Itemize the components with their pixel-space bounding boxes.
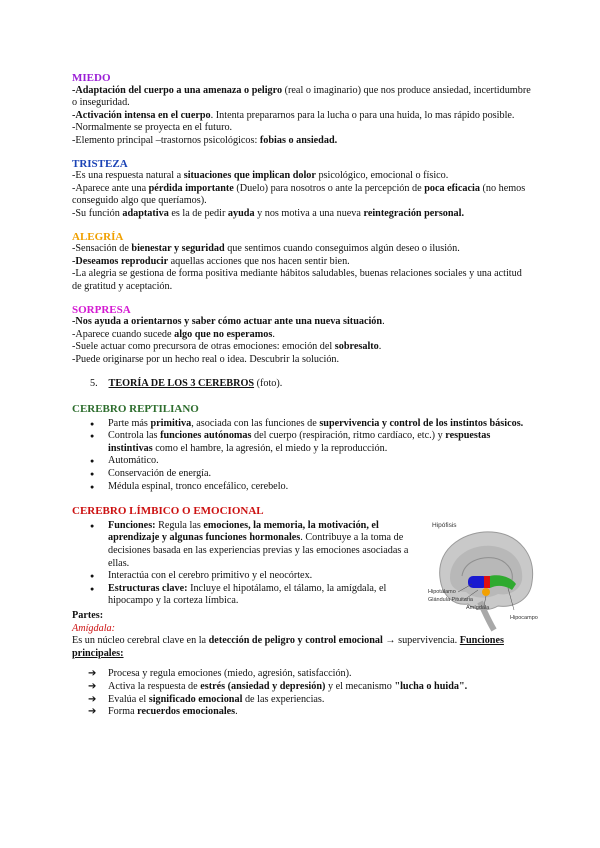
label-amigdala: Amígdala [466, 604, 490, 611]
amigdala-description: Es un núcleo cerebral clave en la detección de peligro y control emocional → supervivencia. Funciones principales: [72, 635, 504, 659]
list-item: ● Controla las funciones autónomas del cuerpo (respiración, ritmo cardíaco, etc.) y respuestas instintivas como el hambre, la agresión, el miedo y la reproducción. [108, 430, 532, 455]
heading-alegria: ALEGRÍA [72, 230, 124, 243]
alegria-line-1: -Sensación de bienestar y seguridad que sentimos cuando conseguimos algún deseo o ilusión. [72, 243, 460, 255]
list-item: ● Conservación de energía. [108, 468, 532, 481]
sorpresa-line-2: -Aparece cuando sucede algo que no esperamos. [72, 328, 275, 340]
miedo-line-1: -Adaptación del cuerpo a una amenaza o peligro (real o imaginario) que nos produce ansiedad, incertidumbre o inseguridad. [72, 84, 531, 109]
alegria-line-3: -La alegria se gestiona de forma positiva mediante hábitos saludables, buenas relaciones sociales y una actitud de gratitud y aceptación. [72, 268, 522, 292]
miedo-line-4: -Elemento principal –trastornos psicológicos: fobias o ansiedad. [72, 134, 338, 146]
sorpresa-line-4: -Puede originarse por un hecho real o idea. Descubrir la solución. [72, 353, 340, 365]
label-glandula-pituitaria: Glándula Pituitaria [428, 596, 473, 603]
section-teoria: 5. TEORÍA DE LOS 3 CEREBROS (foto). [90, 378, 283, 390]
partes-label: Partes: [72, 609, 104, 621]
limbico-list [72, 520, 420, 608]
amigdala-heading: Amígdala: [72, 622, 116, 634]
miedo-line-3: -Normalmente se proyecta en el futuro. [72, 122, 233, 134]
tristeza-line-2: -Aparece ante una pérdida importante (Duelo) para nosotros o ante la percepción de poca eficacia (no hemos conseguido algo que queríamos). [72, 182, 526, 207]
tristeza-line-1: -Es una respuesta natural a situaciones que implican dolor psicológico, emocional o físico. [72, 170, 449, 182]
list-item: ➔ Forma recuerdos emocionales. [108, 706, 532, 719]
label-hipocampo: Hipocampo [510, 614, 538, 621]
section-title: TEORÍA DE LOS 3 CEREBROS [108, 378, 255, 390]
label-hipofisis: Hipófisis [432, 521, 457, 529]
heading-limbico: CEREBRO LÍMBICO O EMOCIONAL [72, 505, 264, 518]
miedo-line-2: -Activación intensa en el cuerpo. Intenta prepararnos para la lucha o para una huida, lo mas rápido posible. [72, 109, 515, 121]
list-item: ● Automático. [108, 455, 532, 468]
heading-tristeza: TRISTEZA [72, 157, 128, 170]
list-item: ● Médula espinal, tronco encefálico, cerebelo. [108, 481, 532, 494]
list-item: ● Funciones: Regula las emociones, la memoria, la motivación, el aprendizaje y algunas funciones hormonales. Contribuye a la toma de decisiones basada en las experiencias previas y las emociones asociadas a ellas. [108, 520, 420, 570]
list-item: ● Interactúa con el cerebro primitivo y el neocórtex. [108, 570, 420, 583]
brain-figure [428, 516, 540, 634]
list-item: ● Parte más primitiva, asociada con las funciones de supervivencia y control de los instintos básicos. [108, 418, 532, 431]
heading-miedo: MIEDO [72, 72, 111, 84]
amigdala-functions-list [72, 668, 532, 718]
list-item: ● Estructuras clave: Incluye el hipotálamo, el tálamo, la amígdala, el hipocampo y la corteza límbica. [108, 583, 420, 608]
sorpresa-line-1: -Nos ayuda a orientarnos y saber cómo actuar ante una nueva situación. [72, 316, 385, 328]
list-item: ➔ Procesa y regula emociones (miedo, agresión, satisfacción). [108, 668, 532, 681]
sorpresa-line-3: -Suele actuar como precursora de otras emociones: emoción del sobresalto. [72, 341, 382, 353]
list-item: ➔ Activa la respuesta de estrés (ansiedad y depresión) y el mecanismo "lucha o huida". [108, 681, 532, 694]
alegria-line-2: -Deseamos reproducir aquellas acciones que nos hacen sentir bien. [72, 255, 350, 267]
heading-reptiliano: CEREBRO REPTILIANO [72, 403, 199, 416]
list-item: ➔ Evalúa el significado emocional de las experiencias. [108, 694, 532, 707]
label-hipotalamo: Hipotálamo [428, 588, 456, 595]
tristeza-line-3: -Su función adaptativa es la de pedir ayuda y nos motiva a una nueva reintegración personal. [72, 207, 465, 219]
section-number: 5. [90, 378, 98, 390]
document-page [72, 72, 538, 719]
reptiliano-list [72, 418, 532, 494]
heading-sorpresa: SORPRESA [72, 303, 131, 316]
